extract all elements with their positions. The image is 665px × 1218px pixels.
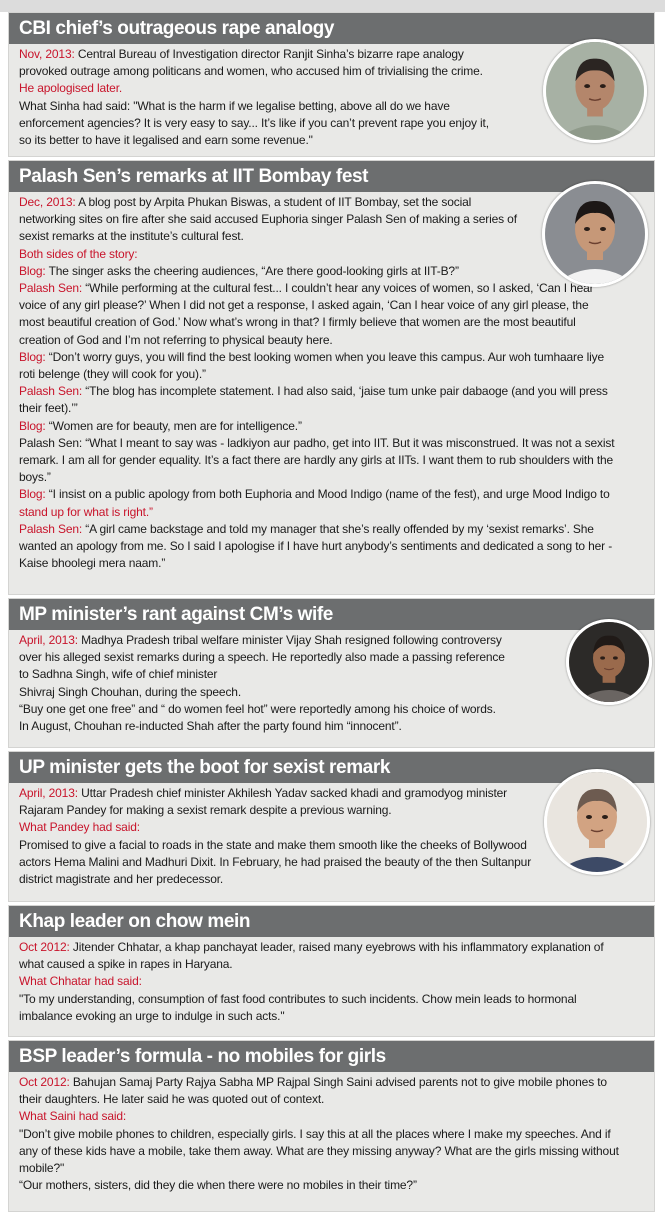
vijay-shah-photo [566,619,652,705]
line-text: remark. I am all for gender equality. It’s a fact there are hardly any girls at IITs. I want them to rub shoulders with the [19,453,614,468]
speaker-label: He apologised later. [19,81,123,96]
line-text: In August, Chouhan re-inducted Shah after the party found him “innocent”. [19,719,402,734]
text-line [19,632,559,649]
section-heading: Palash Sen’s remarks at IIT Bombay fest [9,161,654,192]
section-heading: CBI chief’s outrageous rape analogy [9,13,654,44]
line-text: mobile?" [19,1161,65,1176]
text-line [19,80,539,97]
speaker-label: Blog: [19,418,46,433]
text-line [19,314,649,331]
line-text: “Our mothers, sisters, did they die when there were no mobiles in their time?” [19,1178,417,1193]
text-line [19,1074,649,1091]
speaker-label: Palash Sen: [19,521,83,536]
palash-sen-photo [542,181,648,287]
text-line [19,854,559,871]
line-text: “Women are for beauty, men are for intelligence.” [45,418,302,433]
date-label: Oct 2012: [19,1075,70,1089]
text-line [19,1008,649,1025]
speaker-label: What Saini had said: [19,1109,127,1124]
text-line [19,504,649,521]
text-line [19,837,559,854]
line-text: actors Hema Malini and Madhuri Dixit. In February, he had praised the beauty of the then Sultanpur [19,854,532,869]
text-line [19,297,649,314]
line-text: enforcement agencies? It is very easy to say... It’s like if you can’t prevent rape you enjoy it, [19,115,489,130]
top-strip [0,0,665,12]
text-line [19,280,649,297]
text-line [19,383,649,400]
line-text: Uttar Pradesh chief minister Akhilesh Yadav sacked khadi and gramodyog minister [77,786,508,800]
line-text: “The blog has incomplete statement. I had also said, ‘jaise tum unke pair dabaoge (and you will press [82,384,608,399]
speaker-label: Blog: [19,487,46,502]
line-text: most beautiful creation of God.’ Now what’s wrong in that? I firmly believe that women are the most beautiful [19,315,576,330]
text-line [19,366,649,383]
text-line [19,1126,649,1143]
line-text: sexist remarks at the institute’s cultural fest. [19,229,244,244]
text-line [19,469,649,486]
line-text: district magistrate and her predecessor. [19,872,224,887]
speaker-label: What Pandey had said: [19,820,140,835]
section-heading: BSP leader’s formula - no mobiles for girls [9,1041,654,1072]
line-text: Promised to give a facial to roads in the state and make them smooth like the cheeks of Bollywood [19,837,527,852]
line-text: Palash Sen: “What I meant to say was - ladkiyon aur padho, get into IIT. But it was misconstrued. It was not a sexist [19,435,615,450]
section-1 [8,12,655,157]
text-line [19,349,649,366]
line-text: Rajaram Pandey for making a sexist remark despite a previous warning. [19,803,392,818]
section-5 [8,905,655,1037]
text-line [19,521,649,538]
line-text: Shivraj Singh Chouhan, during the speech. [19,684,242,699]
speaker-label: Blog: [19,263,46,278]
text-line [19,435,649,452]
line-text: what caused a spike in rapes in Haryana. [19,957,233,972]
date-label: Dec, 2013: [19,195,76,209]
text-line [19,46,539,63]
line-text: provoked outrage among politicans and women, who accused him of trivialising the crime. [19,64,483,79]
text-line [19,132,539,149]
text-line [19,956,649,973]
ranjit-sinha-photo [543,39,647,143]
line-text: networking sites on fire after she said accused Euphoria singer Palash Sen of making a series of [19,212,517,227]
section-3 [8,598,655,748]
speaker-label: Both sides of the story: [19,246,138,261]
line-text: Madhya Pradesh tribal welfare minister Vijay Shah resigned following controversy [77,633,502,647]
section-heading: MP minister’s rant against CM’s wife [9,599,654,630]
text-line [19,649,559,666]
text-line [19,418,649,435]
text-line [19,98,539,115]
date-label: April, 2013: [19,633,78,647]
line-text: A blog post by Arpita Phukan Biswas, a student of IIT Bombay, set the social [75,195,472,209]
speaker-label: Palash Sen: [19,384,83,399]
line-text: roti belenge (they will cook for you).” [19,367,206,382]
line-text: boys.” [19,470,51,485]
line-text: Kaise bhoolegi mera naam.” [19,556,166,571]
text-line [19,1108,649,1125]
text-line [19,871,559,888]
date-label: Oct 2012: [19,940,70,954]
line-text: What Sinha had said: "What is the harm if we legalise betting, above all do we have [19,98,450,113]
text-line [19,538,649,555]
line-text: “I insist on a public apology from both Euphoria and Mood Indigo (name of the fest), and urge Mood Indigo to [45,487,610,502]
line-text: creation of God and I’m not referring to physical beauty here. [19,332,333,347]
text-line [19,819,559,836]
line-text: imbalance evoking an urge to indulge in such acts." [19,1008,285,1023]
line-text: to Sadhna Singh, wife of chief minister [19,667,218,682]
text-line [19,939,649,956]
line-text: so its better to have it legalised and earn some revenue." [19,133,313,148]
section-2 [8,160,655,595]
text-line [19,332,649,349]
text-line [19,1160,649,1177]
line-text: "To my understanding, consumption of fast food contributes to such incidents. Chow mein leads to hormonal [19,991,577,1006]
speaker-label: stand up for what is right.” [19,504,153,519]
text-line [19,802,559,819]
section-body [19,939,649,1025]
text-line [19,115,539,132]
rajaram-pandey-photo [544,769,650,875]
speaker-label: What Chhatar had said: [19,974,142,989]
line-text: "Don’t give mobile phones to children, especially girls. I say this at all the places where I make my speeches. And if [19,1126,611,1141]
section-body [19,785,559,888]
line-text: Bahujan Samaj Party Rajya Sabha MP Rajpal Singh Saini advised parents not to give mobile phones to [69,1075,607,1089]
line-text: “A girl came backstage and told my manager that she’s really offended by my ‘sexist remarks’. She [82,521,594,536]
line-text: “While performing at the cultural fest... I couldn’t hear any voices of women, so I asked, ‘Can I hear [82,281,594,296]
text-line [19,701,559,718]
section-body [19,46,539,149]
speaker-label: Palash Sen: [19,281,83,296]
speaker-label: Blog: [19,349,46,364]
section-body [19,1074,649,1194]
line-text: The singer asks the cheering audiences, “Are there good-looking girls at IIT-B?” [45,263,459,278]
text-line [19,973,649,990]
line-text: “Buy one get one free” and “ do women feel hot” were reportedly among his choice of words. [19,701,496,716]
section-body [19,632,559,735]
line-text: wanted an apology from me. So I said I apologise if I have hurt anybody’s sentiments and dedicated a song to her - [19,539,613,554]
text-line [19,486,649,503]
text-line [19,785,559,802]
section-4 [8,751,655,902]
text-line [19,718,559,735]
text-line [19,991,649,1008]
text-line [19,666,559,683]
line-text: any of these kids have a mobile, take them away. What are they missing anyway? What are the girls missing without [19,1143,619,1158]
section-6 [8,1040,655,1212]
line-text: over his alleged sexist remarks during a speech. He reportedly also made a passing reference [19,650,505,665]
text-line [19,555,649,572]
line-text: “Don’t worry guys, you will find the best looking women when you leave this campus. Aur woh tumhaare liye [45,349,604,364]
line-text: their daughters. He later said he was quoted out of context. [19,1092,325,1107]
date-label: Nov, 2013: [19,47,75,61]
line-text: Central Bureau of Investigation director Ranjit Sinha’s bizarre rape analogy [74,47,464,61]
text-line [19,452,649,469]
text-line [19,1091,649,1108]
section-heading: UP minister gets the boot for sexist remark [9,752,654,783]
text-line [19,1177,649,1194]
line-text: voice of any girl please?’ When I did not get a response, I asked again, ‘Can I hear voice of any girl please, the [19,298,589,313]
section-heading: Khap leader on chow mein [9,906,654,937]
text-line [19,400,649,417]
text-line [19,1143,649,1160]
date-label: April, 2013: [19,786,78,800]
text-line [19,63,539,80]
text-line [19,684,559,701]
line-text: Jitender Chhatar, a khap panchayat leader, raised many eyebrows with his inflammatory explanation of [69,940,604,954]
line-text: their feet).’” [19,401,78,416]
